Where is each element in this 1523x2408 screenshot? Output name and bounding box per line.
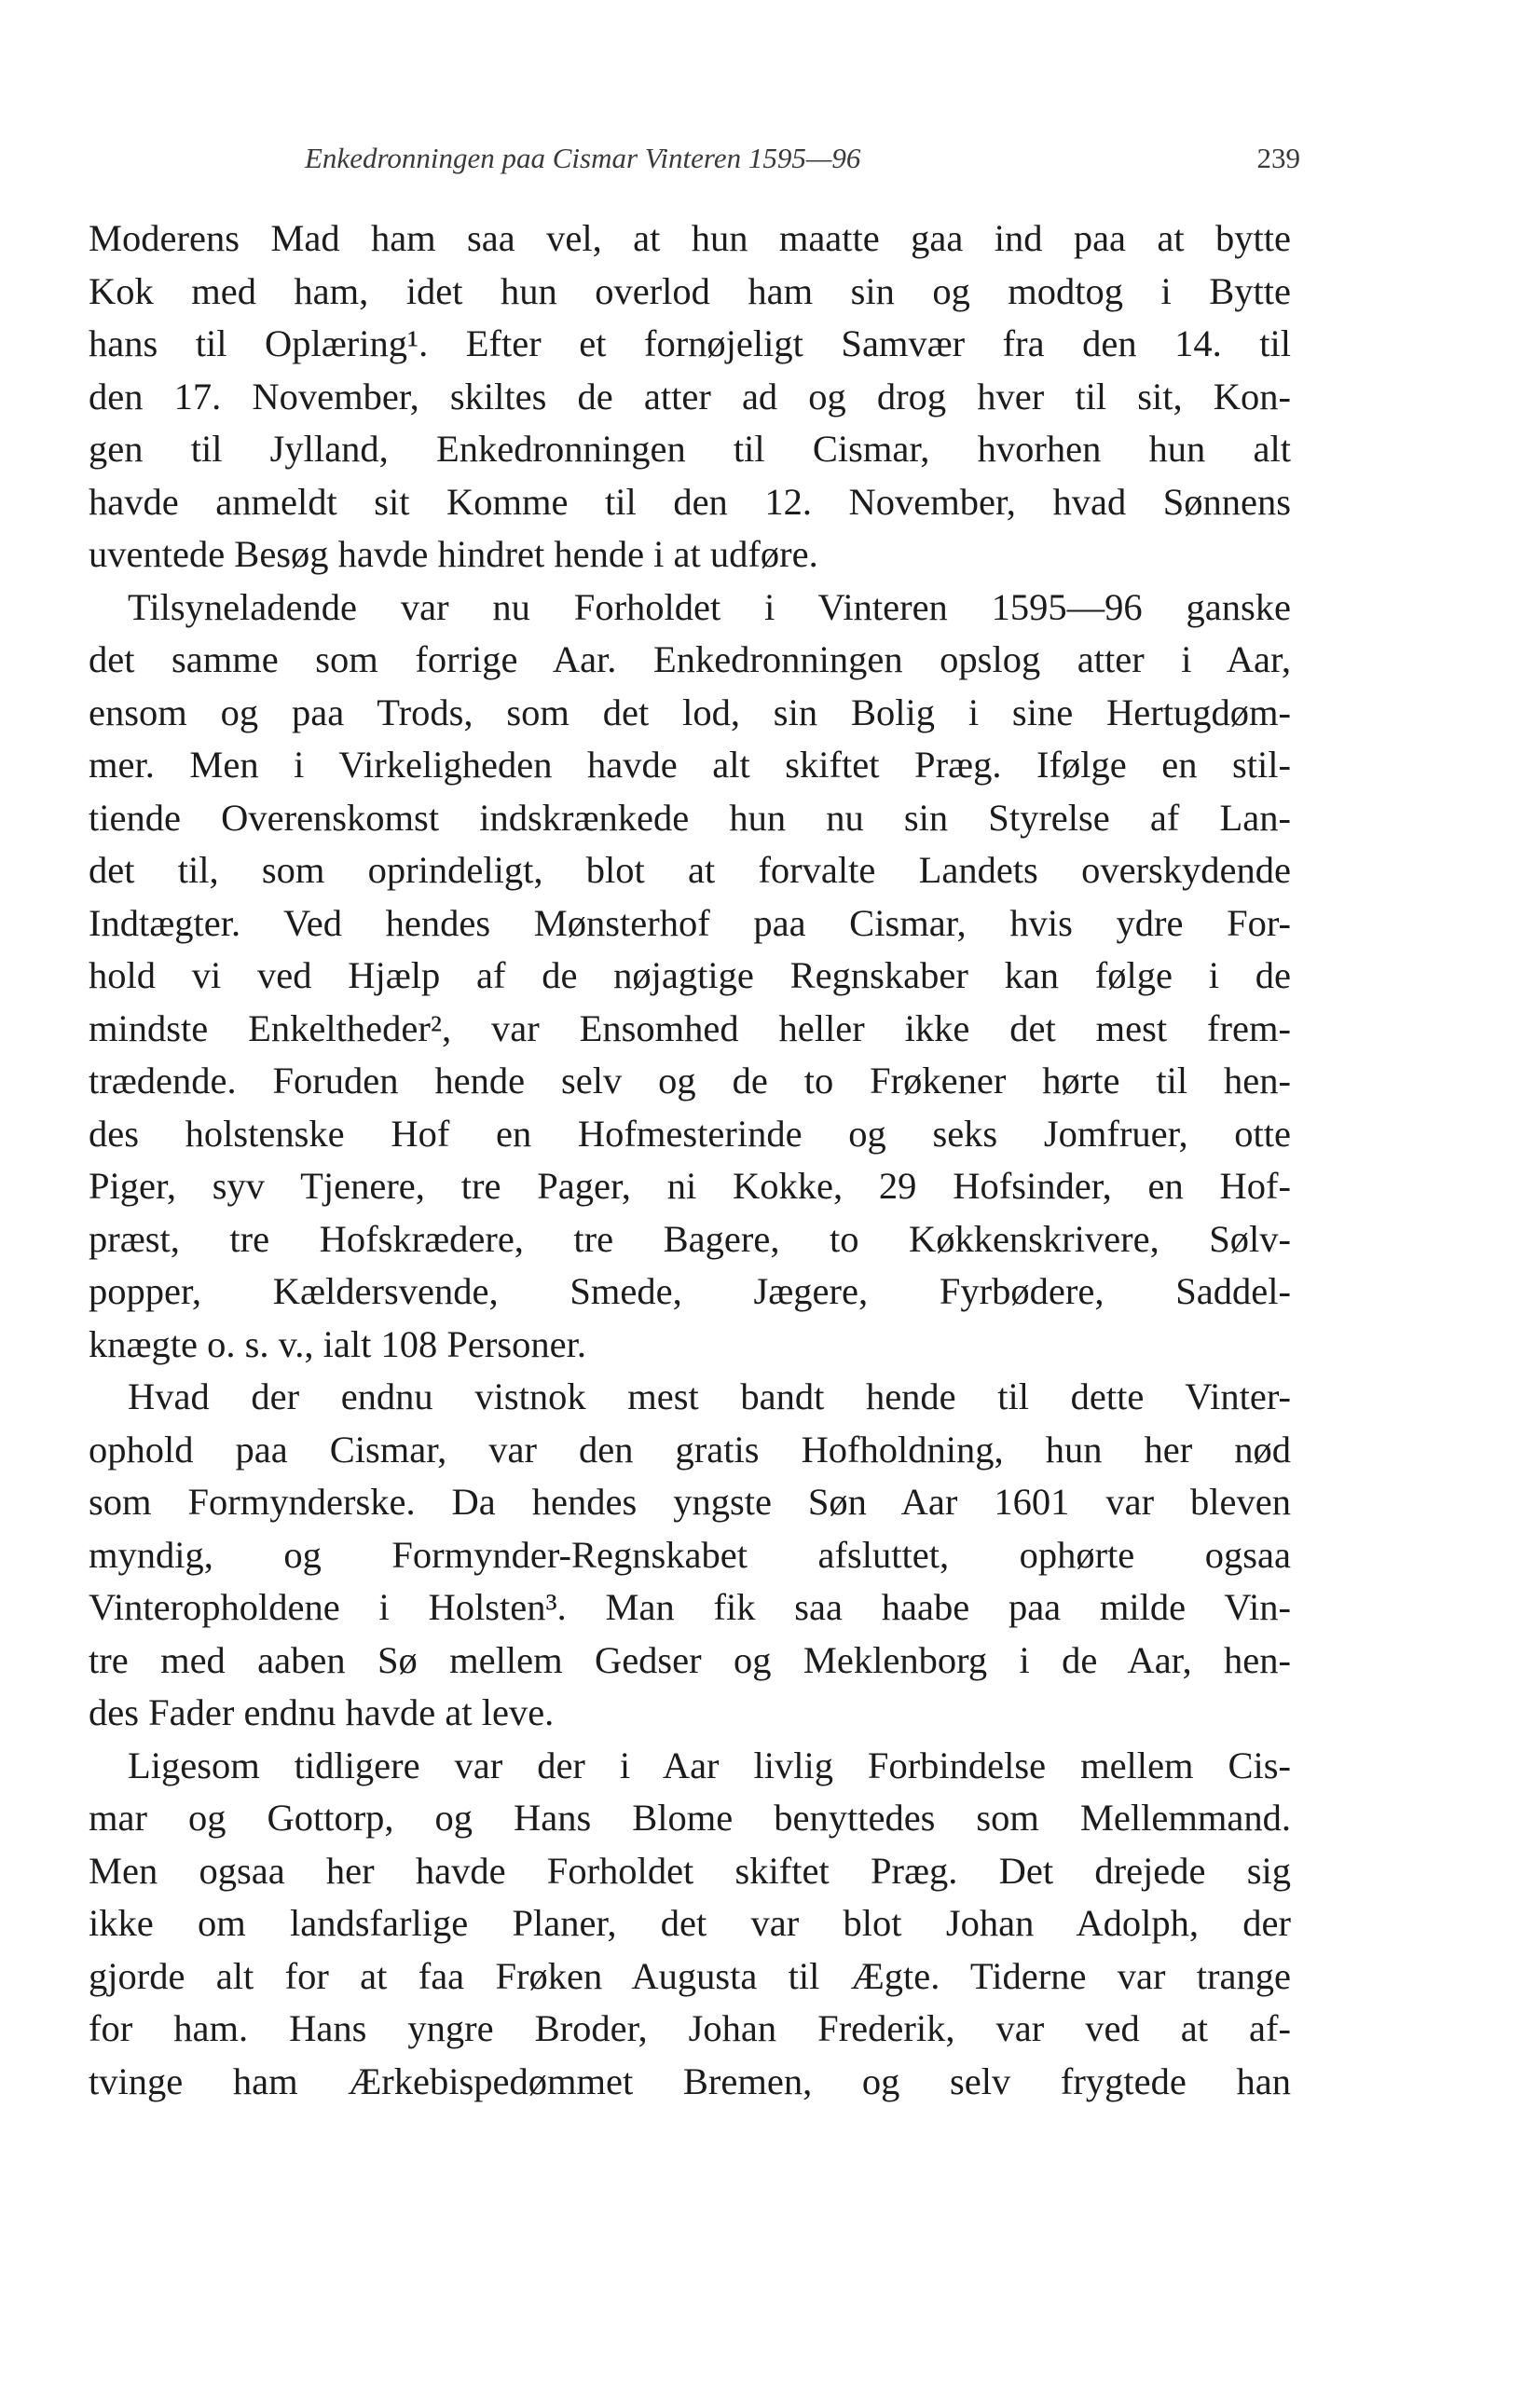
text-line: ensom og paa Trods, som det lod, sin Bolig i sine Hertugdøm-: [89, 691, 1291, 733]
text-line: Vinteropholdene i Holsten³. Man fik saa haabe paa milde Vin-: [89, 1586, 1291, 1628]
text-line: gjorde alt for at faa Frøken Augusta til Ægte. Tiderne var trange: [89, 1954, 1291, 1997]
text-line: des holstenske Hof en Hofmesterinde og seks Jomfruer, otte: [89, 1112, 1291, 1155]
text-line: mindste Enkeltheder², var Ensomhed heller ikke det mest frem-: [89, 1006, 1291, 1049]
text-line: Indtægter. Ved hendes Mønsterhof paa Cismar, hvis ydre For-: [89, 901, 1291, 944]
book-page: [89, 130, 1300, 2108]
text-line: præst, tre Hofskrædere, tre Bagere, to Køkkenskrivere, Sølv-: [89, 1217, 1291, 1260]
text-line: mer. Men i Virkeligheden havde alt skiftet Præg. Ifølge en stil-: [89, 744, 1291, 786]
text-line: den 17. November, skiltes de atter ad og drog hver til sit, Kon-: [89, 375, 1291, 417]
text-line: hans til Oplæring¹. Efter et fornøjeligt Samvær fra den 14. til: [89, 322, 1291, 364]
text-line: Men ogsaa her havde Forholdet skiftet Præg. Det drejede sig: [89, 1849, 1291, 1892]
running-head-title: Enkedronningen paa Cismar Vinteren 1595—96: [305, 142, 861, 174]
text-line: popper, Kældersvende, Smede, Jægere, Fyrbødere, Saddel-: [89, 1270, 1291, 1312]
text-line: tvinge ham Ærkebispedømmet Bremen, og selv frygtede han: [89, 2059, 1291, 2102]
text-line: ophold paa Cismar, var den gratis Hofholdning, hun her nød: [89, 1428, 1291, 1471]
text-line: mar og Gottorp, og Hans Blome benyttedes som Mellemmand.: [89, 1797, 1291, 1839]
text-line: ikke om landsfarlige Planer, det var blot Johan Adolph, der: [89, 1902, 1291, 1944]
text-line: des Fader endnu havde at leve.: [89, 1691, 555, 1733]
text-line: Kok med ham, idet hun overlod ham sin og modtog i Bytte: [89, 269, 1291, 312]
text-line: tiende Overenskomst indskrænkede hun nu sin Styrelse af Lan-: [89, 796, 1291, 839]
text-line: tre med aaben Sø mellem Gedser og Meklenborg i de Aar, hen-: [89, 1638, 1291, 1681]
text-line: Piger, syv Tjenere, tre Pager, ni Kokke, 29 Hofsinder, en Hof-: [89, 1165, 1291, 1207]
text-line: for ham. Hans yngre Broder, Johan Frederik, var ved at af-: [89, 2007, 1291, 2049]
page-number: 239: [1256, 142, 1300, 174]
text-line: havde anmeldt sit Komme til den 12. November, hvad Sønnens: [89, 480, 1291, 523]
text-line: Hvad der endnu vistnok mest bandt hende til dette Vinter-: [128, 1375, 1291, 1417]
text-line: knægte o. s. v., ialt 108 Personer.: [89, 1322, 586, 1365]
text-line: trædende. Foruden hende selv og de to Frøkener hørte til hen-: [89, 1060, 1291, 1101]
text-line: myndig, og Formynder-Regnskabet afsluttet, ophørte ogsaa: [89, 1533, 1291, 1576]
body-text: [89, 212, 1291, 2108]
text-line: det til, som oprindeligt, blot at forvalte Landets overskydende: [89, 849, 1291, 891]
running-head: [89, 130, 1300, 186]
text-line: Tilsyneladende var nu Forholdet i Vinteren 1595—96 ganske: [128, 585, 1291, 628]
text-line: Moderens Mad ham saa vel, at hun maatte gaa ind paa at bytte: [89, 217, 1291, 259]
text-line: hold vi ved Hjælp af de nøjagtige Regnskaber kan følge i de: [89, 954, 1291, 996]
text-line: som Formynderske. Da hendes yngste Søn Aar 1601 var bleven: [89, 1481, 1291, 1523]
text-line: det samme som forrige Aar. Enkedronningen opslog atter i Aar,: [89, 638, 1291, 680]
text-line: Ligesom tidligere var der i Aar livlig Forbindelse mellem Cis-: [128, 1744, 1291, 1786]
text-line: gen til Jylland, Enkedronningen til Cismar, hvorhen hun alt: [89, 428, 1291, 470]
text-line: uventede Besøg havde hindret hende i at udføre.: [89, 533, 818, 575]
